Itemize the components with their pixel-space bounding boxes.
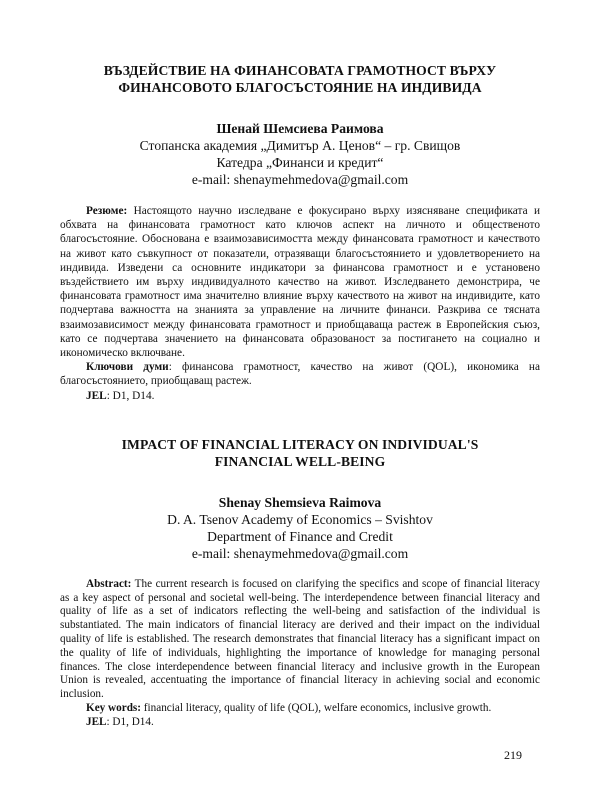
page-content [60, 62, 540, 730]
bg-keywords-text: : финансова грамотност, качество на живот (QOL), икономика на благосъстоянието, приобщаващ растеж. [60, 361, 540, 388]
en-keywords-label: Key words: [86, 702, 141, 715]
bg-jel-label: JEL [86, 389, 107, 402]
en-title [60, 436, 540, 470]
en-jel-label: JEL [86, 715, 107, 728]
bg-abstract [60, 204, 540, 403]
en-jel [60, 716, 540, 730]
en-abstract-paragraph [60, 578, 540, 702]
en-department: Department of Finance and Credit [207, 528, 393, 544]
bg-jel-text: : D1, D14. [106, 389, 155, 402]
en-title-line-1: IMPACT OF FINANCIAL LITERACY ON INDIVIDUAL'S [121, 436, 479, 452]
bg-keywords-label: Ключови думи [86, 361, 169, 374]
en-email: e-mail: shenaymehmedova@gmail.com [191, 545, 409, 561]
bg-title [60, 62, 540, 96]
bg-title-line-2: ФИНАНСОВОТО БЛАГОСЪСТОЯНИЕ НА ИНДИВИДА [118, 80, 482, 95]
bg-abstract-label: Резюме: [86, 205, 128, 217]
page-number: 219 [504, 748, 522, 762]
bg-author-block [60, 120, 540, 188]
en-abstract-text: The current research is focused on clarifying the specifics and scope of financial literacy as a key aspect of personal and societal well-being. The interdependence between financial literacy and quality of life as a set of indicators reflecting the well-being and satisfaction of the individual is substantiated. The main indicators of financial literacy are derived and their impact on the individual quality of life is established. The research demonstrates that financial literacy has a significant impact on the quality of life of individuals, highlighting the importance of knowledge for managing personal finances. The close interdependence between financial literacy and inclusive growth in the European Union is revealed, accentuating the importance of financial literacy in achieving social and economic inclusion. [60, 577, 540, 701]
bg-abstract-text: Настоящото научно изследване е фокусирано върху изясняване спецификата и обхвата на финансовата грамотност като ключов аспект на личното и общественото благосъстояние. Обоснована е взаимозависимостта между финансовата грамотност и качеството на живот като съвкупност от показатели, отразяващи благосъстоянието и удовлетворението на индивида. Изведени са основните индикатори за финансова грамотност и е установено въздействието им върху индивидуалното качество на живот. Изследването демонстрира, че финансовата грамотност има значително влияние върху качеството на живот на индивидите, като подчертава важността на знанията за управление на личните финанси. Разкрива се тясната взаимозависимост между финансовата грамотност и приобщаваща растеж в Европейския съюз, като се подчертава значението на финансовата образованост за постигането на социално и икономическо включване. [60, 205, 540, 360]
en-abstract-label: Abstract: [86, 577, 132, 590]
en-jel-text: : D1, D14. [106, 715, 154, 728]
en-author-name: Shenay Shemsieva Raimova [218, 494, 382, 510]
bg-abstract-paragraph [60, 204, 540, 360]
bg-keywords [60, 360, 540, 388]
en-keywords [60, 702, 540, 716]
en-affiliation: D. A. Tsenov Academy of Economics – Svishtov [167, 511, 433, 527]
bg-jel [60, 389, 540, 403]
en-title-line-2: FINANCIAL WELL-BEING [214, 453, 386, 469]
en-abstract [60, 578, 540, 730]
en-keywords-text: financial literacy, quality of life (QOL), welfare economics, inclusive growth. [141, 702, 492, 715]
en-author-block [60, 494, 540, 562]
bulgarian-section [60, 62, 540, 403]
english-section [60, 436, 540, 730]
bg-affiliation: Стопанска академия „Димитър А. Ценов“ – гр. Свищов [139, 138, 461, 153]
bg-email: e-mail: shenaymehmedova@gmail.com [191, 172, 409, 187]
bg-department: Катедра „Финанси и кредит“ [216, 155, 384, 170]
bg-title-line-1: ВЪЗДЕЙСТВИЕ НА ФИНАНСОВАТА ГРАМОТНОСТ ВЪРХУ [103, 63, 497, 78]
bg-author-name: Шенай Шемсиева Раимова [216, 121, 384, 136]
